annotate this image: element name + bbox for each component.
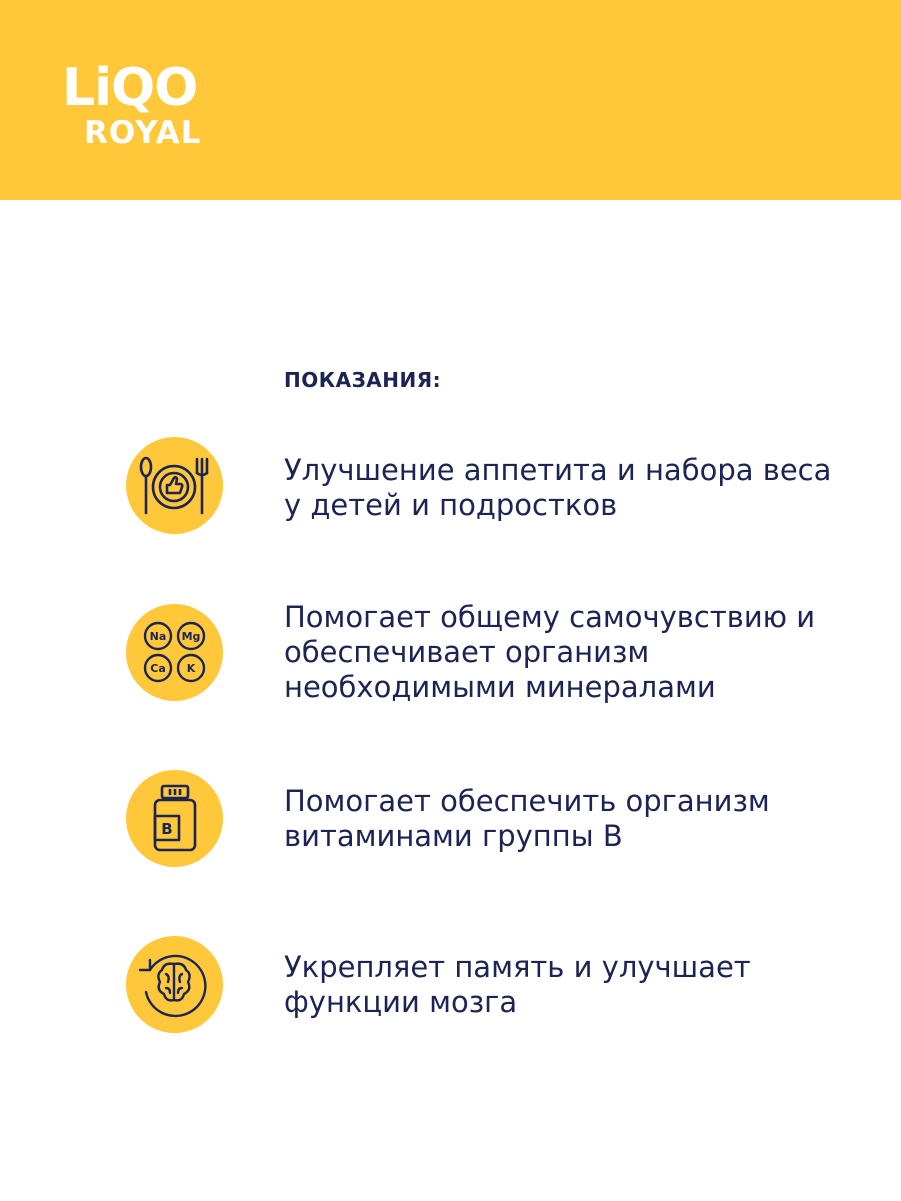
indication-text-vitamin-b: Помогает обеспечить организм витаминами группы B — [284, 784, 770, 853]
brand-logo — [62, 58, 202, 151]
vitamin-label-b: B — [161, 820, 173, 838]
logo-wordmark-bottom: ROYAL — [84, 115, 202, 151]
logo-wordmark-top: LiQO — [62, 58, 198, 118]
indication-text-brain: Укрепляет память и улучшает функции мозга — [284, 950, 751, 1019]
section-title: ПОКАЗАНИЯ: — [284, 368, 442, 392]
brain-memory-icon — [126, 936, 223, 1033]
mineral-label-k: K — [186, 662, 196, 675]
appetite-plate-icon — [126, 437, 223, 534]
mineral-label-na: Na — [149, 630, 167, 643]
minerals-icon — [126, 604, 223, 701]
indication-text-minerals: Помогает общему самочувствию и обеспечивает организм необходимыми минералами — [284, 600, 816, 704]
mineral-label-ca: Ca — [150, 662, 166, 675]
header-banner — [0, 0, 901, 200]
vitamin-b-jar-icon — [126, 770, 223, 867]
mineral-label-mg: Mg — [181, 630, 201, 643]
indication-text-appetite: Улучшение аппетита и набора веса у детей и подростков — [284, 453, 832, 522]
